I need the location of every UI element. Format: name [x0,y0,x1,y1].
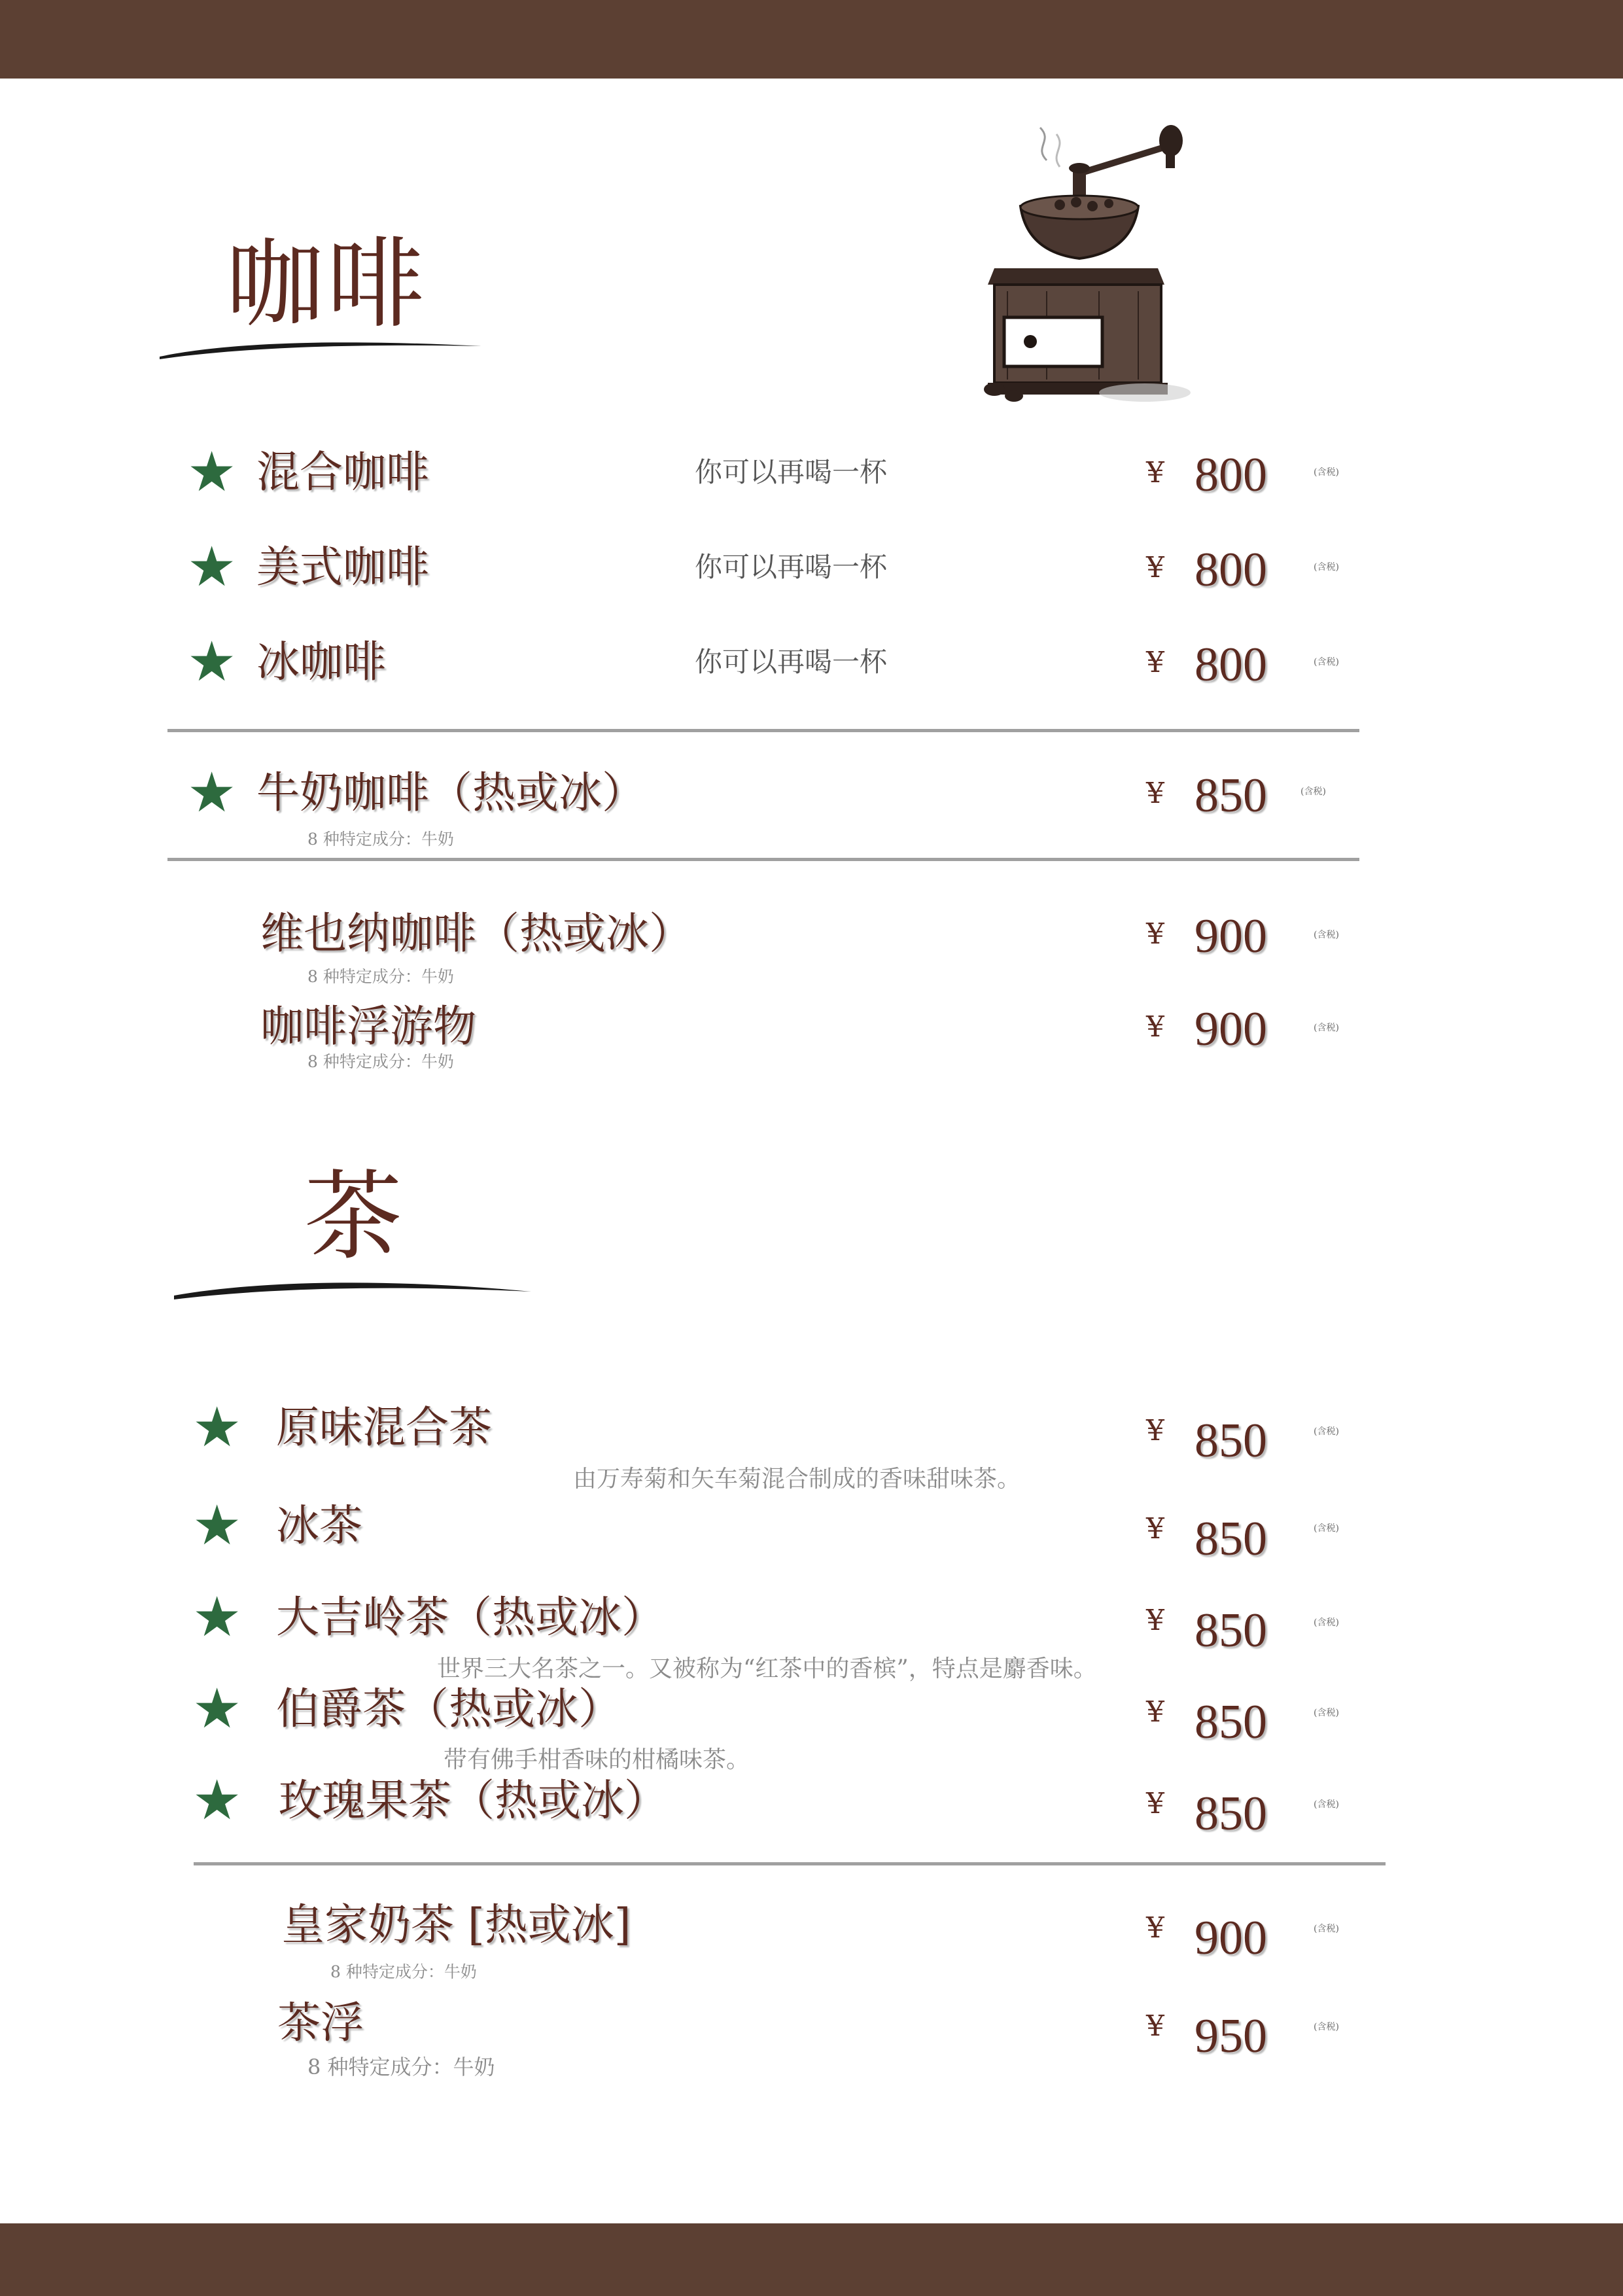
item-name: 牛奶咖啡（热或冰） [256,768,645,818]
tax-note: (含税) [1314,1617,1339,1628]
item-name: 茶浮 [277,1998,364,2048]
tax-note: (含税) [1314,2022,1339,2032]
yen-symbol: ¥ [1146,2009,1164,2043]
tea-title-swoosh [171,1276,534,1305]
star-icon: ★ [192,1768,242,1832]
yen-symbol: ¥ [1146,1604,1164,1637]
tax-note: (含税) [1314,930,1339,940]
divider [194,1862,1386,1865]
item-price: 950 [1195,2009,1267,2063]
star-icon: ★ [187,760,237,824]
item-name: 混合咖啡 [256,447,429,497]
item-name: 冰茶 [276,1500,362,1551]
yen-symbol: ¥ [1146,917,1164,951]
item-description: 你可以再喝一杯 [695,646,888,678]
menu-item [0,1998,1623,2079]
menu-item [0,1676,1623,1749]
allergen-note: 8 种特定成分：牛奶 [307,967,454,986]
allergen-note: 8 种特定成分：牛奶 [330,1962,477,1981]
menu-item [0,535,1623,599]
divider [167,858,1359,861]
yen-symbol: ¥ [1146,1695,1164,1729]
item-description: 你可以再喝一杯 [695,551,888,583]
item-name: 美式咖啡 [256,542,429,592]
tea-section-title: 茶 [304,1160,406,1274]
item-price: 850 [1195,769,1267,822]
tax-note: (含税) [1314,562,1339,573]
item-price: 800 [1195,638,1267,692]
star-icon: ★ [192,1395,242,1459]
item-name: 大吉岭茶（热或冰） [276,1592,665,1642]
tax-note: (含税) [1314,1708,1339,1718]
tax-note: (含税) [1314,1924,1339,1934]
coffee-title-swoosh [157,337,484,363]
allergen-note: 8 种特定成分：牛奶 [307,2055,495,2079]
coffee-grinder-icon [968,121,1204,409]
star-icon: ★ [187,440,237,504]
coffee-section-title: 咖啡 [226,228,428,342]
allergen-note: 8 种特定成分：牛奶 [307,830,454,849]
item-name: 咖啡浮游物 [260,1001,476,1051]
tax-note: (含税) [1314,1799,1339,1810]
star-icon: ★ [187,535,237,599]
item-name: 冰咖啡 [256,637,386,687]
item-name: 原味混合茶 [276,1402,492,1453]
star-icon: ★ [187,629,237,694]
menu-item [0,1585,1623,1657]
item-description: 你可以再喝一杯 [695,456,888,488]
item-description: 由万寿菊和矢车菊混合制成的香味甜味茶。 [573,1466,1021,1492]
star-icon: ★ [192,1585,242,1649]
menu-item [0,760,1623,849]
item-description: 带有佛手柑香味的柑橘味茶。 [444,1746,750,1773]
top-band [0,0,1623,79]
item-price: 850 [1195,1604,1267,1657]
yen-symbol: ¥ [1146,456,1164,489]
yen-symbol: ¥ [1146,777,1164,810]
item-name: 玫瑰果茶（热或冰） [279,1775,667,1826]
item-name: 皇家奶茶 [热或冰] [281,1899,631,1950]
tax-note: (含税) [1314,1523,1339,1534]
yen-symbol: ¥ [1146,1911,1164,1945]
yen-symbol: ¥ [1146,1414,1164,1447]
allergen-note: 8 种特定成分：牛奶 [307,1052,454,1071]
item-price: 900 [1195,1911,1267,1965]
item-price: 850 [1195,1414,1267,1468]
tax-note: (含税) [1300,786,1326,797]
star-icon: ★ [192,1493,242,1557]
yen-symbol: ¥ [1146,1512,1164,1545]
tax-note: (含税) [1314,657,1339,667]
menu-item [0,629,1623,694]
tax-note: (含税) [1314,1426,1339,1437]
divider [167,729,1359,732]
item-name: 维也纳咖啡（热或冰） [260,908,692,959]
tax-note: (含税) [1314,467,1339,478]
item-price: 800 [1195,448,1267,502]
yen-symbol: ¥ [1146,551,1164,584]
item-description: 世界三大名茶之一。又被称为“红茶中的香槟”，特点是麝香味。 [437,1655,1097,1682]
menu-item [0,440,1623,504]
star-icon: ★ [192,1676,242,1740]
item-name: 伯爵茶（热或冰） [276,1684,621,1734]
yen-symbol: ¥ [1146,1010,1164,1044]
bottom-band [0,2223,1623,2296]
item-price: 850 [1195,1787,1267,1841]
menu-item [0,1899,1623,1981]
tax-note: (含税) [1314,1023,1339,1033]
item-price: 900 [1195,910,1267,963]
item-price: 850 [1195,1512,1267,1566]
item-price: 900 [1195,1002,1267,1056]
item-price: 800 [1195,543,1267,597]
item-price: 850 [1195,1695,1267,1749]
yen-symbol: ¥ [1146,1787,1164,1820]
yen-symbol: ¥ [1146,646,1164,679]
